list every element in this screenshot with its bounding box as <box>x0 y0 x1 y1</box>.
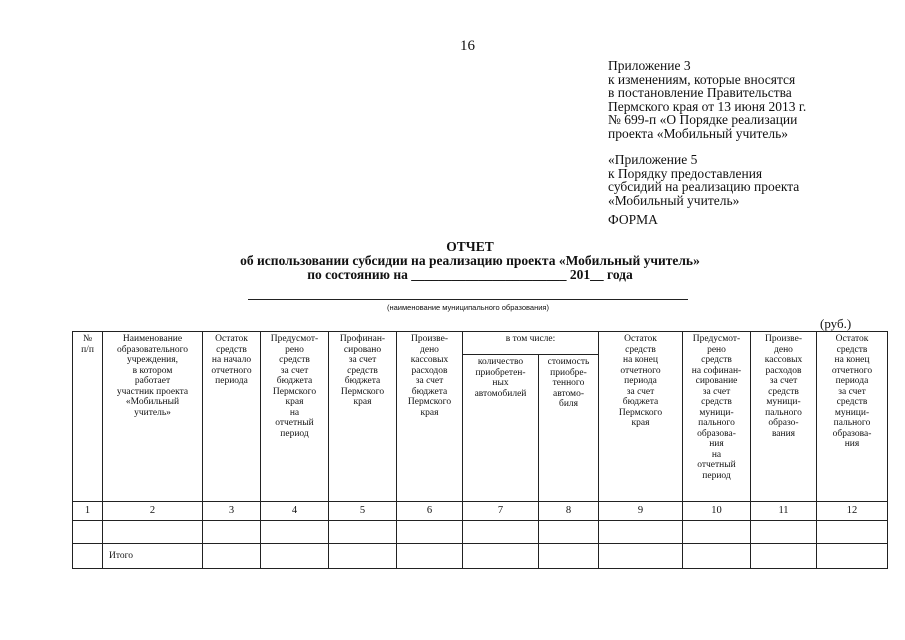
table-cell <box>203 521 261 544</box>
appendix-line: в постановление Правительства <box>608 85 792 100</box>
header-institution: Наименование образовательного учреждения, в котором работает участник проекта «Мобильный учитель» <box>103 332 203 502</box>
header-car-cost: стоимость приобре- тенного автомо- биля <box>539 355 599 502</box>
header-planned-cofinancing: Предусмот- рено средств на софинан- сирование за счет средств муници- пального образова- ния на отчетный период <box>683 332 751 502</box>
table-cell <box>261 521 329 544</box>
header-end-balance-municipal: Остаток средств на конец отчетного периода за счет средств муници- пального образова- ния <box>817 332 888 502</box>
header-financed-regional: Профинан- сировано за счет средств бюджета Пермского края <box>329 332 397 502</box>
total-label: Итого <box>103 544 203 569</box>
page-number: 16 <box>460 38 475 54</box>
title-line-3: по состоянию на _______________________ 201__ года <box>307 267 633 282</box>
table-cell <box>539 521 599 544</box>
header-start-balance: Остаток средств на начало отчетного периода <box>203 332 261 502</box>
appendix-sub-line: субсидий на реализацию проекта <box>608 179 800 194</box>
column-number: 6 <box>397 502 463 521</box>
appendix-line: Пермского края от 13 июня 2013 г. <box>608 98 807 114</box>
column-number: 10 <box>683 502 751 521</box>
appendix-line: № 699-п «О Порядке реализации <box>608 112 798 127</box>
table-cell <box>397 521 463 544</box>
org-name-line <box>248 299 688 300</box>
header-group-including: в том числе: <box>463 332 599 355</box>
table-cell <box>463 521 539 544</box>
header-number: № п/п <box>73 332 103 502</box>
appendix-line: Приложение 3 <box>608 58 691 73</box>
column-number: 4 <box>261 502 329 521</box>
report-title <box>140 240 800 282</box>
header-end-balance-regional: Остаток средств на конец отчетного периода за счет бюджета Пермского края <box>599 332 683 502</box>
column-number: 2 <box>103 502 203 521</box>
table-cell <box>329 521 397 544</box>
column-number: 9 <box>599 502 683 521</box>
table-cell <box>397 544 463 569</box>
table-cell <box>751 544 817 569</box>
appendix-sub-line: «Мобильный учитель» <box>608 192 740 208</box>
appendix-line: к изменениям, которые вносятся <box>608 71 796 87</box>
column-number: 5 <box>329 502 397 521</box>
table-cell <box>539 544 599 569</box>
table-cell <box>73 544 103 569</box>
org-name-caption: (наименование муниципального образования) <box>387 303 549 312</box>
column-number: 11 <box>751 502 817 521</box>
table-row <box>73 521 888 544</box>
report-table <box>72 331 888 569</box>
column-number: 3 <box>203 502 261 521</box>
table-cell <box>599 521 683 544</box>
table-cell <box>103 521 203 544</box>
column-number: 7 <box>463 502 539 521</box>
table-cell <box>683 521 751 544</box>
column-number: 8 <box>539 502 599 521</box>
appendix-block <box>608 59 898 207</box>
header-planned-regional: Предусмот- рено средств за счет бюджета Пермского края на отчетный период <box>261 332 329 502</box>
appendix-line: проекта «Мобильный учитель» <box>608 125 789 141</box>
table-cell <box>599 544 683 569</box>
header-cars-count: количество приобретен- ных автомобилей <box>463 355 539 502</box>
appendix-sub-line: «Приложение 5 <box>608 152 698 167</box>
table-cell <box>817 521 888 544</box>
column-number: 1 <box>73 502 103 521</box>
table-cell <box>329 544 397 569</box>
table-cell <box>261 544 329 569</box>
header-spent-municipal: Произве- дено кассовых расходов за счет средств муници- пального образо- вания <box>751 332 817 502</box>
column-number: 12 <box>817 502 888 521</box>
forma-label: ФОРМА <box>608 212 658 227</box>
table-cell <box>751 521 817 544</box>
currency-label: (руб.) <box>820 316 852 331</box>
table-cell <box>683 544 751 569</box>
table-cell <box>203 544 261 569</box>
table-cell <box>817 544 888 569</box>
title-line-2: об использовании субсидии на реализацию проекта «Мобильный учитель» <box>240 253 700 268</box>
title-line-1: ОТЧЕТ <box>446 239 494 254</box>
total-row <box>73 544 888 569</box>
header-spent-regional: Произве- дено кассовых расходов за счет бюджета Пермского края <box>397 332 463 502</box>
appendix-sub-line: к Порядку предоставления <box>608 165 763 181</box>
table-cell <box>463 544 539 569</box>
table-cell <box>73 521 103 544</box>
